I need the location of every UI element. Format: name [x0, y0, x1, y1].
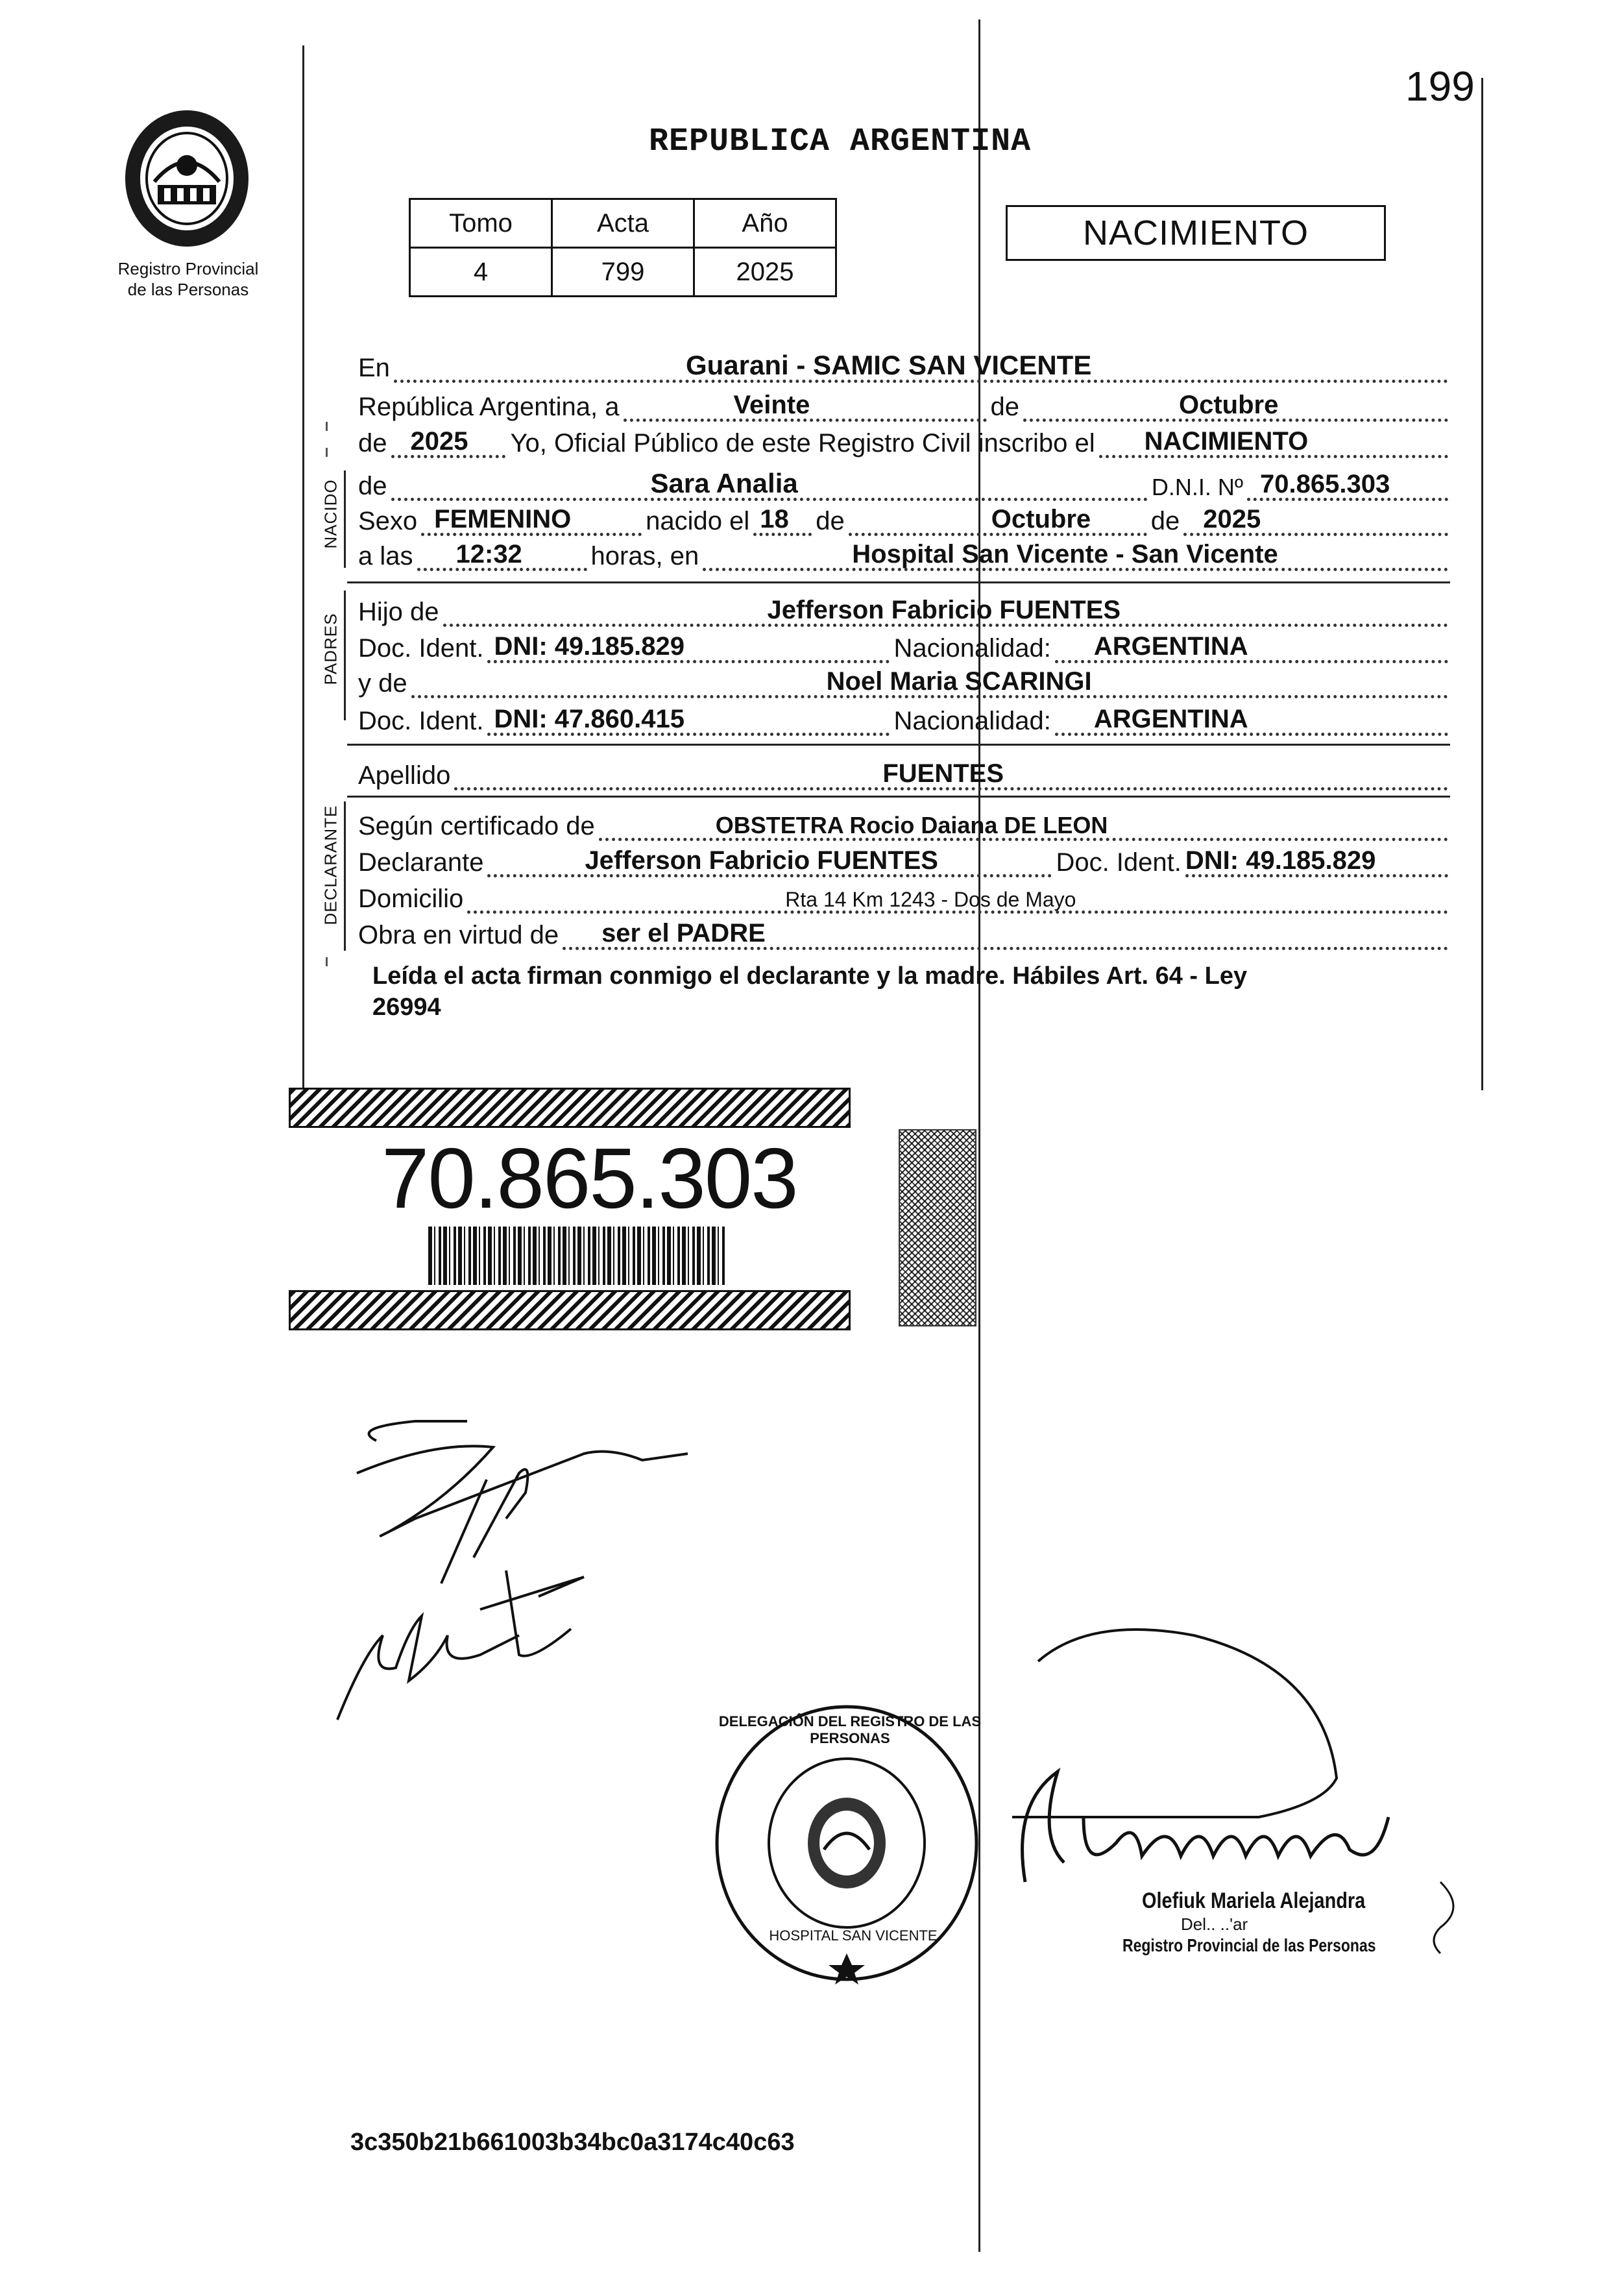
fill-hora	[417, 542, 587, 571]
label-padre-nac: Nacionalidad:	[893, 634, 1051, 663]
label-republica: República Argentina, a	[358, 393, 620, 421]
fill-nacido-mes	[849, 507, 1147, 536]
declarante-bracket	[344, 801, 346, 951]
province-seal-icon	[109, 104, 265, 253]
fill-madre-nac	[1055, 707, 1448, 736]
label-sexo: Sexo	[358, 507, 418, 535]
value-certificado: OBSTETRA Rocio Daiana DE LEON	[715, 812, 1108, 838]
label-declarante: Declarante	[358, 848, 484, 877]
label-de-anio: de	[358, 429, 387, 458]
fill-inscripcion	[1099, 429, 1448, 458]
label-dni: D.N.I. Nº	[1151, 474, 1243, 500]
document-hash: 3c350b21b661003b34bc0a3174c40c63	[350, 2129, 795, 2156]
value-declarante: Jefferson Fabricio FUENTES	[585, 846, 938, 875]
logo-caption-line2: de las Personas	[127, 280, 249, 299]
row-republica	[358, 385, 1448, 422]
official-office: Registro Provincial de las Personas	[1122, 1935, 1376, 1955]
divider-padres	[347, 744, 1450, 746]
fill-padre-doc	[487, 634, 890, 663]
page-number: 199	[1405, 63, 1475, 110]
record-type-box: NACIMIENTO	[1006, 205, 1386, 261]
signature-madre	[324, 1557, 597, 1726]
value-declarante-doc: DNI: 49.185.829	[1185, 846, 1376, 875]
row-madre	[358, 662, 1448, 698]
fill-apellido	[454, 761, 1448, 790]
barcode	[428, 1227, 727, 1285]
value-inscripcion: NACIMIENTO	[1144, 427, 1309, 456]
row-domicilio	[358, 877, 1448, 914]
label-domicilio: Domicilio	[358, 885, 464, 913]
logo-caption	[84, 258, 292, 300]
value-nacido-mes: Octubre	[991, 505, 1091, 533]
value-lugar: Hospital San Vicente - San Vicente	[852, 540, 1278, 568]
header-anio: Año	[694, 199, 836, 248]
value-dni: 70.865.303	[1260, 470, 1390, 498]
label-de-nombre: de	[358, 472, 387, 500]
label-de-mes: de	[990, 393, 1019, 421]
label-nacido: nacido el	[646, 507, 750, 535]
fill-nacido-anio	[1183, 507, 1448, 536]
section-label-padres: PADRES	[321, 613, 341, 685]
left-margin-rule	[302, 45, 304, 1103]
value-domicilio: Rta 14 Km 1243 - Dos de Mayo	[785, 888, 1076, 911]
label-certificado: Según certificado de	[358, 812, 595, 840]
legal-line-1: Leída el acta firman conmigo el declarante y la madre. Hábiles Art. 64 - Ley	[372, 962, 1248, 990]
label-madre-nac: Nacionalidad:	[893, 707, 1051, 735]
value-madre-nac: ARGENTINA	[1093, 705, 1248, 733]
margin-tick	[326, 422, 328, 431]
fill-dia	[624, 393, 987, 422]
value-nacido-dia: 18	[760, 505, 789, 533]
divider-nacido	[347, 581, 1450, 583]
label-yde: y de	[358, 669, 407, 698]
margin-tick	[326, 448, 328, 457]
label-declarante-doc: Doc. Ident.	[1056, 848, 1182, 877]
fill-declarante-doc	[1185, 848, 1448, 877]
label-horas: horas, en	[590, 542, 699, 570]
fill-dni	[1247, 472, 1448, 501]
value-padre: Jefferson Fabricio FUENTES	[767, 596, 1121, 624]
nacido-bracket	[344, 470, 346, 568]
label-hora: a las	[358, 542, 413, 570]
divider-apellido	[347, 796, 1450, 798]
header-acta: Acta	[552, 199, 694, 248]
value-nombre: Sara Analia	[650, 468, 798, 498]
fill-declarante	[487, 848, 1052, 877]
fill-lugar	[703, 542, 1448, 571]
value-acta: 799	[552, 248, 694, 297]
value-nacido-anio: 2025	[1203, 505, 1261, 533]
row-certificado	[358, 805, 1448, 841]
official-role: Del.. ..'ar	[1181, 1914, 1248, 1934]
fill-obra	[563, 921, 1448, 950]
fill-nombre	[391, 468, 1148, 501]
label-nacido-anio: de	[1150, 507, 1180, 535]
document-title: REPUBLICA ARGENTINA	[649, 123, 1032, 160]
padres-bracket	[344, 591, 346, 720]
row-en	[358, 347, 1448, 383]
row-hora	[358, 535, 1448, 571]
fill-padre-nac	[1055, 634, 1448, 663]
label-madre-doc: Doc. Ident.	[358, 707, 484, 735]
fill-mes	[1023, 393, 1448, 422]
fill-domicilio	[467, 885, 1448, 914]
stamp-outer-text: DELEGACIÓN DEL REGISTRO DE LAS PERSONAS	[718, 1713, 982, 1746]
row-padre-doc	[358, 627, 1448, 663]
security-band-top	[289, 1088, 851, 1128]
value-padre-doc: DNI: 49.185.829	[494, 632, 685, 661]
row-obra	[358, 914, 1448, 950]
legal-text	[372, 960, 1462, 1023]
value-apellido: FUENTES	[882, 759, 1004, 788]
label-apellido: Apellido	[358, 761, 451, 790]
margin-tick	[326, 957, 328, 966]
stamp-inner-text: HOSPITAL SAN VICENTE	[769, 1927, 938, 1944]
value-padre-nac: ARGENTINA	[1093, 632, 1248, 661]
value-anio: 2025	[410, 427, 468, 456]
value-tomo: 4	[410, 248, 552, 297]
security-band-bottom	[289, 1290, 851, 1330]
row-anio-inscripcion	[358, 422, 1448, 458]
fill-en	[394, 350, 1448, 383]
label-nacido-de: de	[816, 507, 845, 535]
record-table	[409, 198, 837, 297]
value-dia: Veinte	[733, 391, 810, 419]
security-hologram	[899, 1129, 976, 1326]
fill-sexo	[421, 507, 642, 536]
section-label-nacido: NACIDO	[321, 479, 341, 549]
province-logo	[109, 104, 265, 253]
label-oficial: Yo, Oficial Público de este Registro Civil inscribo el	[510, 429, 1095, 458]
fill-anio	[391, 429, 505, 458]
row-madre-doc	[358, 700, 1448, 736]
signature-official	[986, 1622, 1525, 1986]
row-apellido	[358, 754, 1448, 790]
legal-line-2: 26994	[372, 994, 441, 1021]
value-mes: Octubre	[1179, 391, 1279, 419]
row-sexo	[358, 500, 1448, 536]
label-hijo: Hijo de	[358, 598, 439, 626]
value-sexo: FEMENINO	[434, 505, 572, 533]
logo-caption-line1: Registro Provincial	[117, 259, 259, 278]
value-hora: 12:32	[455, 540, 522, 568]
value-anio: 2025	[694, 248, 836, 297]
label-en: En	[358, 354, 390, 382]
barcode-number: 70.865.303	[382, 1130, 797, 1226]
right-margin-rule	[1481, 78, 1483, 1090]
row-hijo	[358, 591, 1448, 627]
value-obra: ser el PADRE	[601, 919, 766, 947]
fill-nacido-dia	[753, 507, 812, 536]
fill-padre	[443, 598, 1448, 627]
fill-certificado	[599, 812, 1448, 841]
label-obra: Obra en virtud de	[358, 921, 559, 949]
section-label-declarante: DECLARANTE	[321, 805, 341, 925]
value-madre-doc: DNI: 47.860.415	[494, 705, 685, 733]
value-madre: Noel Maria SCARINGI	[826, 667, 1092, 696]
row-nombre	[358, 465, 1448, 501]
header-tomo: Tomo	[410, 199, 552, 248]
fill-madre-doc	[487, 707, 890, 736]
value-registry-place: Guarani - SAMIC SAN VICENTE	[685, 350, 1092, 380]
official-name: Olefiuk Mariela Alejandra	[1142, 1888, 1366, 1913]
label-padre-doc: Doc. Ident.	[358, 634, 484, 663]
fill-madre	[411, 669, 1448, 698]
row-declarante	[358, 841, 1448, 877]
